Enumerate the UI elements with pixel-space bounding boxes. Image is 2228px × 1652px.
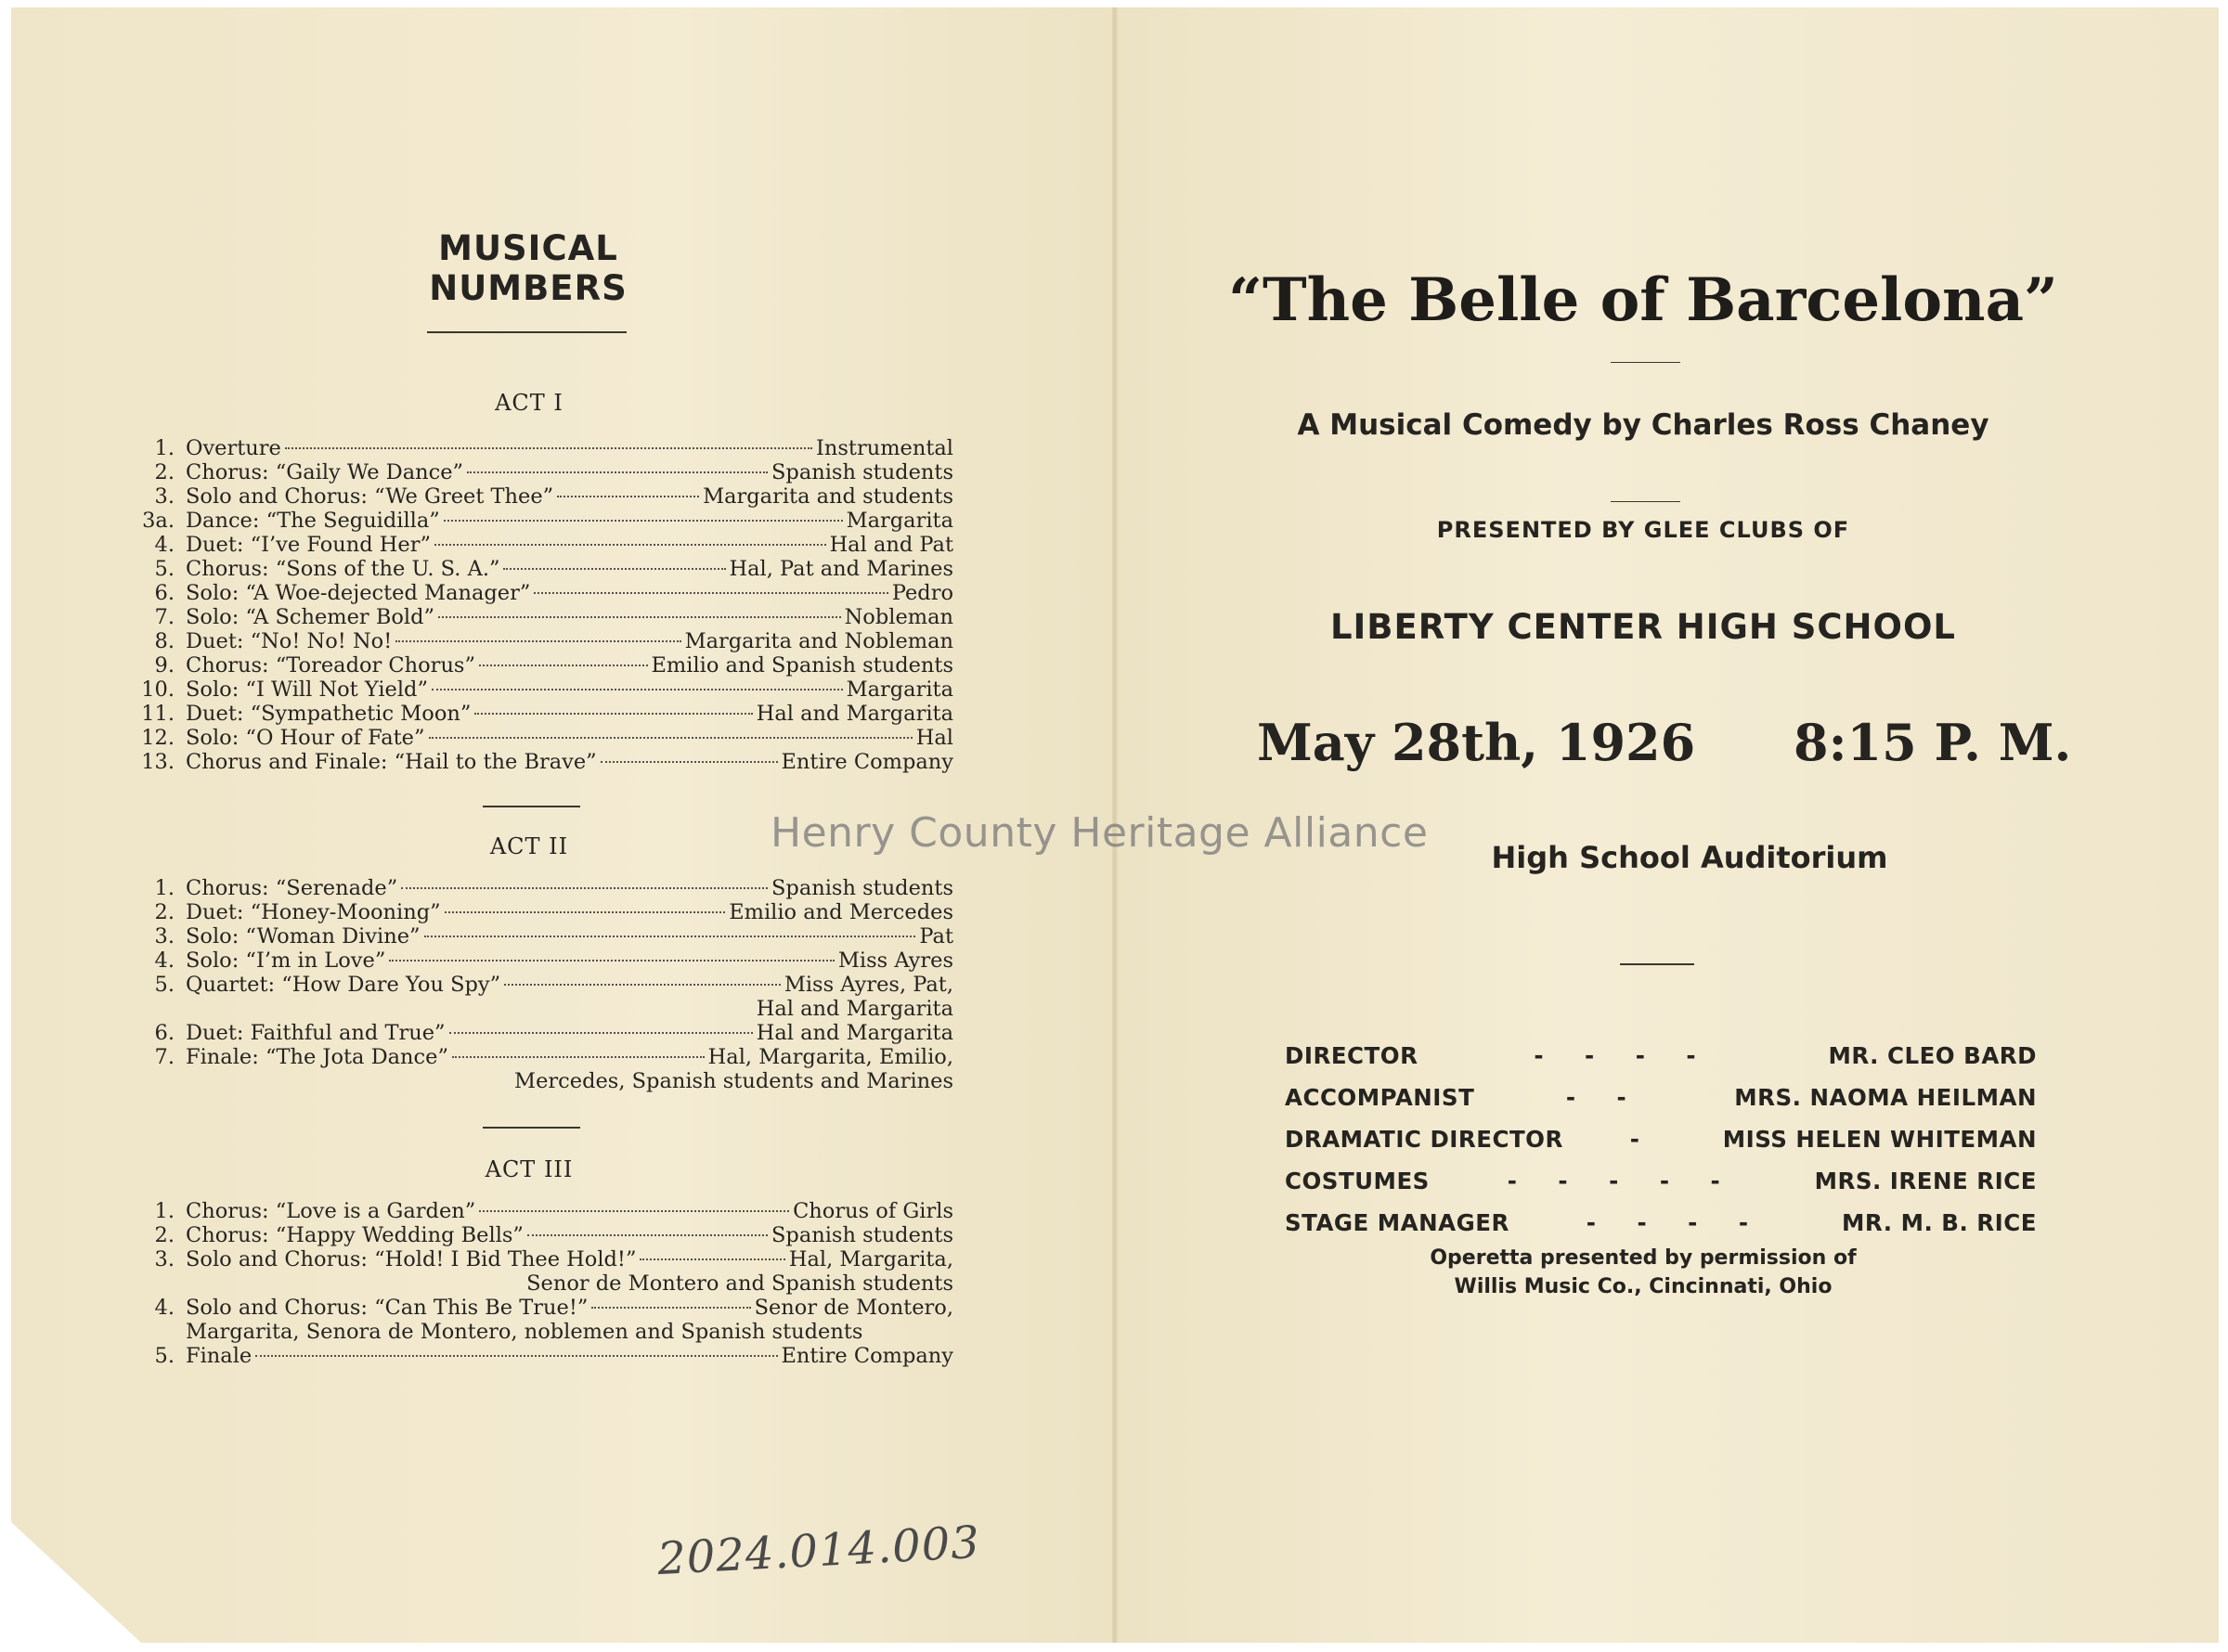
number-index: 3.	[154, 1247, 175, 1271]
number-index: 7.	[154, 605, 175, 629]
musical-number-row	[113, 949, 953, 973]
permission-line-2: Willis Music Co., Cincinnati, Ohio	[1454, 1275, 1833, 1298]
number-performers: Hal and Margarita	[756, 1021, 953, 1045]
staff-role: COSTUMES	[1285, 1168, 1430, 1194]
musical-number-row	[113, 653, 953, 678]
dot-leader	[445, 911, 726, 913]
number-performers: Hal and Pat	[829, 533, 953, 557]
staff-name: MR. M. B. RICE	[1842, 1209, 2037, 1236]
number-performers: Hal, Pat and Marines	[729, 557, 953, 581]
number-performers-continued: Senor de Montero and Spanish students	[526, 1271, 953, 1296]
number-performers: Instrumental	[815, 436, 953, 460]
number-title: Chorus: “Gaily We Dance”	[186, 460, 464, 484]
dot-leader	[601, 761, 778, 763]
dot-leader	[424, 936, 916, 937]
staff-name: MRS. IRENE RICE	[1814, 1168, 2037, 1194]
permission-note	[1318, 1244, 1968, 1301]
number-index: 3.	[154, 924, 175, 949]
school-name: LIBERTY CENTER HIGH SCHOOL	[1329, 607, 1957, 647]
number-performers: Nobleman	[844, 605, 953, 629]
subtitle-rule	[1611, 501, 1680, 502]
dot-leader	[452, 1056, 705, 1058]
musical-number-row	[113, 460, 953, 484]
number-index: 2.	[154, 900, 175, 924]
number-performers: Hal, Margarita,	[788, 1247, 953, 1271]
staff-dashes: - - - - -	[1507, 1168, 1737, 1194]
staff-row	[1285, 1118, 2037, 1160]
musical-number-row	[113, 1021, 953, 1045]
number-index: 1.	[154, 1199, 175, 1223]
number-title: Solo: “A Schemer Bold”	[186, 605, 435, 629]
number-performers: Miss Ayres, Pat,	[784, 973, 953, 997]
presented-by: PRESENTED BY GLEE CLUBS OF	[1436, 517, 1850, 543]
number-performers: Margarita	[846, 678, 953, 702]
number-index: 3a.	[142, 509, 175, 533]
number-performers: Pedro	[891, 581, 953, 605]
staff-row	[1285, 1035, 2037, 1077]
staff-row	[1285, 1077, 2037, 1118]
dot-leader	[534, 592, 887, 594]
staff-dashes: - -	[1565, 1084, 1643, 1111]
number-performers-continued: Mercedes, Spanish students and Marines	[514, 1069, 953, 1093]
number-title: Dance: “The Seguidilla”	[186, 509, 440, 533]
staff-row	[1285, 1202, 2037, 1244]
number-performers-continued: Hal and Margarita	[756, 997, 953, 1021]
number-performers: Emilio and Mercedes	[729, 900, 953, 924]
number-index: 10.	[141, 678, 175, 702]
number-performers: Spanish students	[771, 876, 953, 900]
heading-rule	[427, 331, 627, 333]
number-title: Chorus: “Love is a Garden”	[186, 1199, 476, 1223]
number-index: 8.	[154, 629, 175, 653]
number-index: 5.	[154, 557, 175, 581]
staff-role: STAGE MANAGER	[1285, 1209, 1509, 1236]
dot-leader	[285, 447, 812, 449]
dot-leader	[591, 1307, 750, 1309]
number-performers: Entire Company	[781, 1344, 953, 1368]
number-title: Chorus: “Toreador Chorus”	[186, 653, 475, 678]
number-title: Duet: “Honey-Mooning”	[186, 900, 441, 924]
number-performers: Miss Ayres	[837, 949, 953, 973]
number-performers: Chorus of Girls	[793, 1199, 953, 1223]
musical-numbers-heading: MUSICAL NUMBERS	[429, 228, 628, 308]
dot-leader	[527, 1234, 768, 1236]
staff-name: MISS HELEN WHITEMAN	[1722, 1126, 2037, 1153]
staff-role: ACCOMPANIST	[1285, 1084, 1475, 1111]
dot-leader	[401, 887, 768, 889]
number-index: 1.	[154, 436, 175, 460]
number-index: 4.	[154, 1296, 175, 1320]
musical-number-row	[113, 533, 953, 557]
act-3-title: ACT III	[485, 1156, 574, 1182]
staff-dashes: - - - -	[1534, 1042, 1713, 1069]
dot-leader	[255, 1355, 777, 1357]
dot-leader	[444, 520, 843, 522]
musical-number-row	[113, 1296, 953, 1320]
musical-number-row	[113, 509, 953, 533]
number-index: 6.	[154, 581, 175, 605]
performance-date: May 28th, 1926	[1257, 713, 1696, 772]
number-performers: Margarita and Nobleman	[684, 629, 953, 653]
dot-leader	[395, 640, 680, 642]
act-2-list	[113, 876, 953, 1093]
dot-leader	[557, 496, 699, 497]
dot-leader	[434, 544, 826, 546]
dot-leader	[449, 1032, 753, 1034]
number-title: Duet: “Sympathetic Moon”	[186, 702, 472, 726]
staff-dashes: - - - -	[1586, 1209, 1766, 1236]
staff-name: MR. CLEO BARD	[1828, 1042, 2037, 1069]
number-index: 6.	[154, 1021, 175, 1045]
dot-leader	[429, 737, 913, 739]
dot-leader	[640, 1258, 784, 1260]
musical-number-row	[113, 900, 953, 924]
number-performers: Hal and Margarita	[756, 702, 953, 726]
number-performers: Senor de Montero,	[754, 1296, 953, 1320]
musical-number-row	[113, 876, 953, 900]
number-performers: Margarita	[846, 509, 953, 533]
act-1-list	[113, 436, 953, 774]
number-title: Finale: “The Jota Dance”	[186, 1045, 448, 1069]
show-subtitle: A Musical Comedy by Charles Ross Chaney	[1297, 408, 1989, 442]
musical-number-row	[113, 436, 953, 460]
title-rule	[1611, 362, 1680, 363]
number-title: Chorus: “Sons of the U. S. A.”	[186, 557, 500, 581]
number-title: Solo and Chorus: “Can This Be True!”	[186, 1296, 589, 1320]
number-performers: Pat	[919, 924, 953, 949]
musical-number-row	[113, 702, 953, 726]
number-performers: Emilio and Spanish students	[651, 653, 953, 678]
number-index: 13.	[141, 750, 175, 774]
number-performers-continued: Margarita, Senora de Montero, noblemen and Spanish students	[186, 1320, 863, 1344]
number-index: 4.	[154, 533, 175, 557]
number-title: Solo: “O Hour of Fate”	[186, 726, 425, 750]
number-title: Solo: “Woman Divine”	[186, 924, 421, 949]
number-title: Quartet: “How Dare You Spy”	[186, 973, 501, 997]
musical-number-row	[113, 1045, 953, 1069]
performance-time: 8:15 P. M.	[1794, 713, 2072, 772]
number-performers: Entire Company	[781, 750, 953, 774]
musical-number-row	[113, 973, 953, 997]
musical-number-row	[113, 581, 953, 605]
number-index: 2.	[154, 460, 175, 484]
musical-number-row	[113, 1223, 953, 1247]
musical-number-row	[113, 678, 953, 702]
number-title: Solo: “I’m in Love”	[186, 949, 386, 973]
musical-number-row	[113, 1247, 953, 1271]
act-1-title: ACT I	[495, 390, 563, 416]
number-title: Duet: “I’ve Found Her”	[186, 533, 432, 557]
musical-number-row	[113, 1199, 953, 1223]
number-performers: Spanish students	[771, 1223, 953, 1247]
number-title: Solo: “A Woe-dejected Manager”	[186, 581, 531, 605]
act-3-list	[113, 1199, 953, 1368]
dot-leader	[474, 713, 752, 715]
musical-number-row	[113, 557, 953, 581]
number-title: Overture	[186, 436, 281, 460]
dot-leader	[432, 689, 843, 690]
act-2-title: ACT II	[489, 833, 569, 859]
venue-rule	[1620, 963, 1694, 965]
number-title: Solo: “I Will Not Yield”	[186, 678, 428, 702]
number-index: 2.	[154, 1223, 175, 1247]
musical-number-row	[113, 629, 953, 653]
staff-role: DRAMATIC DIRECTOR	[1285, 1126, 1563, 1153]
number-performers: Margarita and students	[703, 484, 953, 509]
show-title: “The Belle of Barcelona”	[1228, 265, 2058, 335]
number-title: Solo and Chorus: “Hold! I Bid Thee Hold!”	[186, 1247, 637, 1271]
number-title: Finale	[186, 1344, 253, 1368]
number-index: 3.	[154, 484, 175, 509]
act-3-rule	[483, 1127, 580, 1129]
number-index: 1.	[154, 876, 175, 900]
dot-leader	[479, 1210, 789, 1212]
dot-leader	[479, 665, 648, 666]
staff-role: DIRECTOR	[1285, 1042, 1418, 1069]
number-performers: Hal, Margarita, Emilio,	[707, 1045, 953, 1069]
catalog-number: 2024.014.003	[655, 1516, 982, 1586]
number-performers: Spanish students	[771, 460, 953, 484]
staff-dashes: -	[1629, 1126, 1656, 1153]
dot-leader	[467, 471, 768, 473]
number-title: Chorus: “Serenade”	[186, 876, 398, 900]
staff-row	[1285, 1160, 2037, 1202]
number-index: 4.	[154, 949, 175, 973]
dot-leader	[504, 984, 781, 986]
staff-name: MRS. NAOMA HEILMAN	[1734, 1084, 2037, 1111]
dot-leader	[503, 568, 725, 570]
staff-list	[1285, 1035, 2037, 1244]
number-index: 5.	[154, 973, 175, 997]
venue: High School Auditorium	[1491, 840, 1888, 875]
number-title: Chorus and Finale: “Hail to the Brave”	[186, 750, 597, 774]
musical-number-row	[113, 750, 953, 774]
number-title: Duet: Faithful and True”	[186, 1021, 446, 1045]
act-2-rule	[483, 806, 580, 807]
number-title: Chorus: “Happy Wedding Bells”	[186, 1223, 524, 1247]
number-index: 7.	[154, 1045, 175, 1069]
number-index: 9.	[154, 653, 175, 678]
number-index: 12.	[141, 726, 175, 750]
dot-leader	[438, 616, 841, 618]
number-index: 5.	[154, 1344, 175, 1368]
number-performers: Hal	[915, 726, 953, 750]
musical-number-row	[113, 726, 953, 750]
watermark: Henry County Heritage Alliance	[771, 809, 1429, 857]
number-title: Duet: “No! No! No!	[186, 629, 393, 653]
musical-number-row	[113, 1344, 953, 1368]
musical-number-row	[113, 605, 953, 629]
number-index: 11.	[141, 702, 175, 726]
musical-number-row	[113, 484, 953, 509]
number-title: Solo and Chorus: “We Greet Thee”	[186, 484, 554, 509]
dot-leader	[389, 960, 835, 962]
musical-number-row	[113, 924, 953, 949]
permission-line-1: Operetta presented by permission of	[1430, 1246, 1857, 1270]
